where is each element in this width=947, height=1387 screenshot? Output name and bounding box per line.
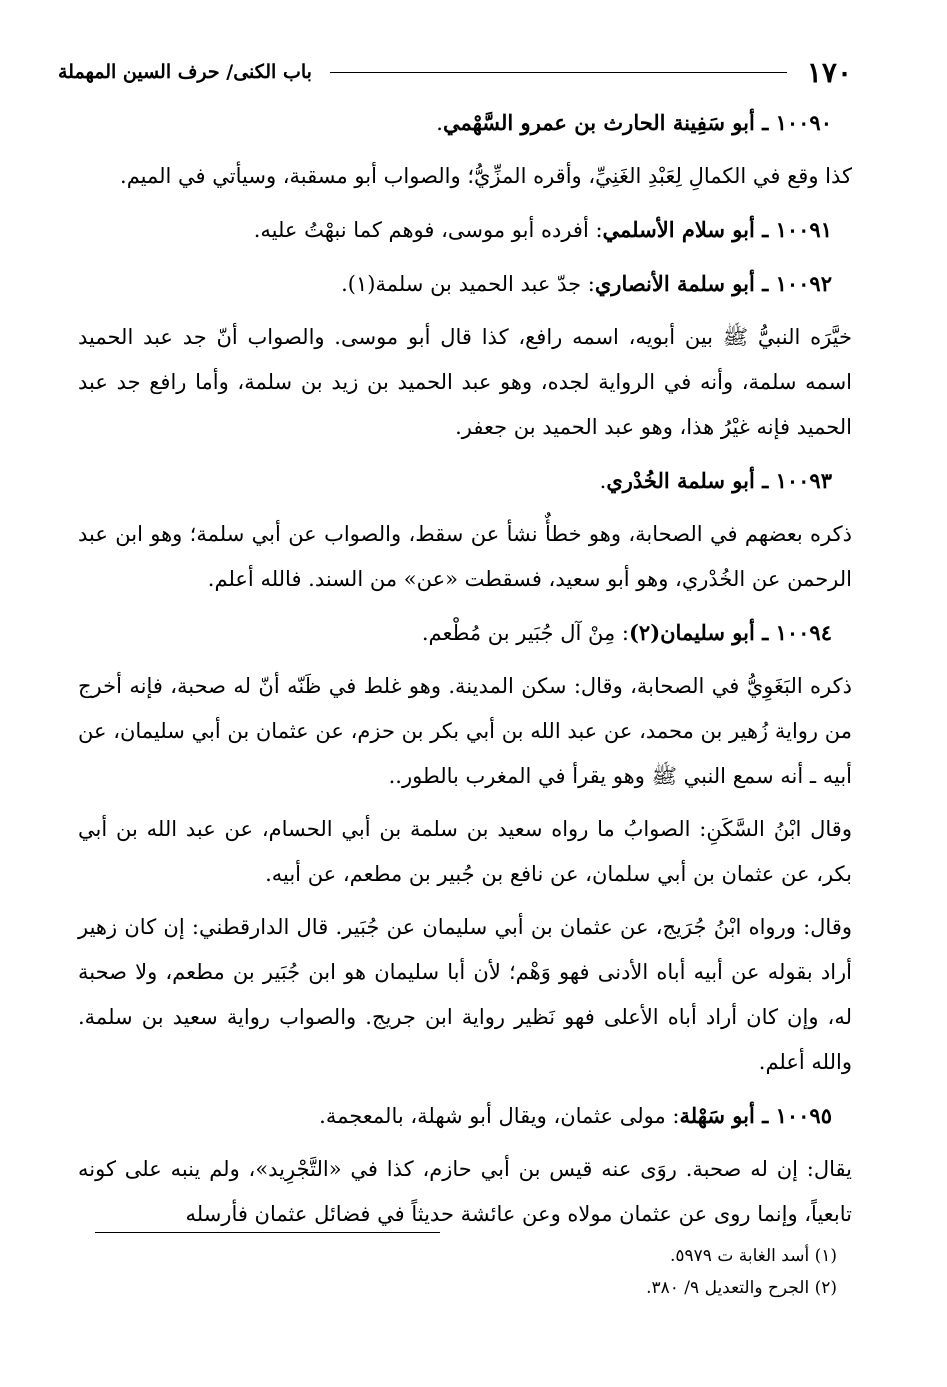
footnotes [95, 1240, 837, 1304]
entry-paragraph: يقال: إن له صحبة. روَى عنه قيس بن أبي حازم، كذا في «التَّجْرِيد»، ولم ينبه على كونه تابعياً، وإنما روى عن عثمان مولاه وعن عائشة حديثاً في فضائل عثمان فأرسله [78, 1157, 852, 1226]
entry-paragraph: ذكره بعضهم في الصحابة، وهو خطأٌ نشأ عن سقط، والصواب عن أبي سلمة؛ وهو ابن عبد الرحمن عن الخُدْري، وهو أبو سعيد، فسقطت «عن» من السند. فالله أعلم. [78, 522, 852, 591]
entry-name: أبو سَهْلة [679, 1103, 755, 1128]
entry-heading: ١٠٠٩٥ ـ أبو سَهْلة: مولى عثمان، ويقال أبو شهلة، بالمعجمة. [319, 1103, 832, 1128]
entry-heading: ١٠٠٩٤ ـ أبو سليمان(٢): مِنْ آل جُبَير بن مُطْعم. [421, 620, 832, 645]
footnote-separator [95, 1232, 440, 1233]
entry-number: ١٠٠٩٥ [775, 1103, 832, 1128]
footnote: (٢) الجرح والتعديل ٩/ ٣٨٠. [646, 1278, 837, 1298]
entry-name: أبو سلام الأسلمي [602, 217, 755, 242]
entry-number: ١٠٠٩٣ [775, 468, 832, 493]
entry-name: أبو سَفِينة الحارث بن عمرو السَّهْمي [442, 110, 755, 135]
entry-name: أبو سلمة الأنصاري [594, 271, 755, 296]
entry-paragraph: وقال: ورواه ابْنُ جُرَيج، عن عثمان بن أبي سليمان عن جُبَير. قال الدارقطني: إن كان زهير أراد بقوله عن أبيه أباه الأدنى فهو وَهْم؛ لأن أبا سليمان هو ابن جُبَير بن مطعم، ولا صحبة له، وإن كان أراد أباه الأعلى فهو نَظير رواية ابن جريج. والصواب رواية سعيد بن سلمة. والله أعلم. [78, 915, 852, 1074]
entry-number: ١٠٠٩٢ [775, 271, 832, 296]
page-body [78, 100, 852, 1245]
entry-number: ١٠٠٩١ [775, 217, 832, 242]
entry-number: ١٠٠٩٤ [775, 620, 832, 645]
entry-paragraph: وقال ابْنُ السَّكَنِ: الصوابُ ما رواه سعيد بن سلمة بن أبي الحسام، عن عبد الله بن أبي بكر، عن عثمان بن أبي سلمان، عن نافع بن جُبير بن مطعم، عن أبيه. [78, 817, 852, 886]
footnote: (١) أسد الغابة ت ٥٩٧٩. [670, 1246, 837, 1266]
entry-rest: : مولى عثمان، ويقال أبو شهلة، بالمعجمة. [319, 1104, 680, 1128]
entry-name: أبو سليمان(٢) [628, 620, 755, 645]
page-header [58, 52, 852, 92]
entry-heading: ١٠٠٩٠ ـ أبو سَفِينة الحارث بن عمرو السَّهْمي. [436, 110, 832, 135]
entry-rest: . [599, 469, 607, 493]
header-rule [330, 72, 787, 73]
entry-rest: : مِنْ آل جُبَير بن مُطْعم. [421, 621, 629, 645]
entry-heading: ١٠٠٩٣ ـ أبو سلمة الخُدْري. [599, 468, 832, 493]
entry-heading: ١٠٠٩١ ـ أبو سلام الأسلمي: أفرده أبو موسى، فوهم كما نبهْتُ عليه. [253, 217, 832, 242]
entry-name: أبو سلمة الخُدْري [606, 468, 755, 493]
entry-rest: : أفرده أبو موسى، فوهم كما نبهْتُ عليه. [253, 218, 603, 242]
entry-paragraph: ذكره البَغَوِيُّ في الصحابة، وقال: سكن المدينة. وهو غلط في ظَنّه أنّ له صحبة، فإنه أخرج من رواية زُهير بن محمد، عن عبد الله بن أبي بكر بن حزم، عن عثمان بن أبي سليمان، عن أبيه ـ أنه سمع النبي ﷺ وهو يقرأ في المغرب بالطور.. [78, 674, 852, 788]
running-title: باب الكنى/ حرف السين المهملة [58, 61, 312, 83]
entry-number: ١٠٠٩٠ [775, 110, 832, 135]
entry-paragraph: كذا وقع في الكمالِ لِعَبْدِ الغَنِيِّ، وأقره المزِّيُّ؛ والصواب أبو مسقبة، وسيأتي في الميم. [120, 164, 852, 188]
entry-heading: ١٠٠٩٢ ـ أبو سلمة الأنصاري: جدّ عبد الحميد بن سلمة(١). [341, 271, 832, 296]
entry-paragraph: خيَّرَه النبيُّ ﷺ بين أبويه، اسمه رافع، كذا قال أبو موسى. والصواب أنّ جد عبد الحميد اسمه سلمة، وأنه في الرواية لجده، وهو عبد الحميد بن زيد بن سلمة، وأما رافع جد عبد الحميد فإنه غيْرُ هذا، وهو عبد الحميد بن جعفر. [78, 325, 852, 439]
entry-rest: : جدّ عبد الحميد بن سلمة(١). [341, 272, 595, 296]
page-number: ١٧٠ [806, 55, 852, 89]
entry-rest: . [436, 111, 443, 135]
